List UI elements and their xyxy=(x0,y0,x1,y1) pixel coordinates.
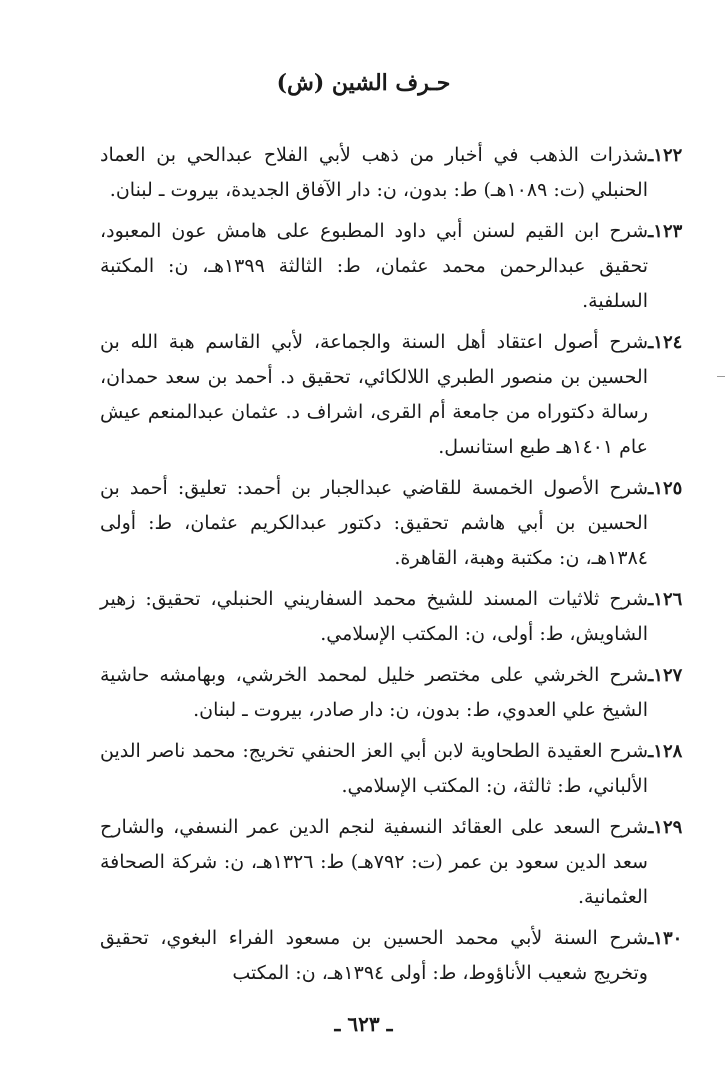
entry-text: شرح الخرشي على مختصر خليل لمحمد الخرشي، وبهامشه حاشية الشيخ علي العدوي، ط: بدون، ن: دار صادر، بيروت ـ لبنان. xyxy=(100,664,648,721)
bibliography-entry-122 xyxy=(100,138,683,208)
entry-number: ١٢٤ـ xyxy=(648,332,683,353)
bibliography-entry-128 xyxy=(100,734,683,804)
entry-text: شرح السعد على العقائد النسفية لنجم الدين عمر النسفي، والشارح سعد الدين سعود بن عمر (ت: ٧٩٢هـ) ط: ١٣٢٦هـ، ن: شركة الصحافة العثمانية. xyxy=(100,816,648,908)
bibliography-entry-129 xyxy=(100,810,683,915)
page-number: ـ ٦٢٣ ـ xyxy=(334,1012,393,1036)
entry-number: ١٢٧ـ xyxy=(648,665,683,686)
entry-number: ١٣٠ـ xyxy=(648,928,683,949)
entry-number: ١٢٨ـ xyxy=(648,741,683,762)
entry-text: شرح الأصول الخمسة للقاضي عبدالجبار بن أحمد: تعليق: أحمد بن الحسين بن أبي هاشم تحقيق: دكتور عبدالكريم عثمان، ط: أولى ١٣٨٤هـ، ن: مكتبة وهبة، القاهرة. xyxy=(100,477,648,569)
section-heading: حـرف الشين (ش) xyxy=(276,70,451,96)
entry-number: ١٢٩ـ xyxy=(648,817,683,838)
entry-text: شرح العقيدة الطحاوية لابن أبي العز الحنفي تخريج: محمد ناصر الدين الألباني، ط: ثالثة، ن: المكتب الإسلامي. xyxy=(100,740,648,797)
margin-mark xyxy=(717,376,725,377)
bibliography-entry-124 xyxy=(100,325,683,465)
bibliography-entry-127 xyxy=(100,658,683,728)
bibliography-entry-123 xyxy=(100,214,683,319)
entry-text: شرح ابن القيم لسنن أبي داود المطبوع على هامش عون المعبود، تحقيق عبدالرحمن محمد عثمان، ط: الثالثة ١٣٩٩هـ، ن: المكتبة السلفية. xyxy=(100,220,648,312)
bibliography-entry-125 xyxy=(100,471,683,576)
entry-number: ١٢٦ـ xyxy=(648,589,683,610)
entry-number: ١٢٢ـ xyxy=(648,145,683,166)
entry-text: شرح السنة لأبي محمد الحسين بن مسعود الفراء البغوي، تحقيق وتخريج شعيب الأناؤوط، ط: أولى ١٣٩٤هـ، ن: المكتب xyxy=(100,927,648,984)
entry-text: شرح ثلاثيات المسند للشيخ محمد السفاريني الحنبلي، تحقيق: زهير الشاويش، ط: أولى، ن: المكتب الإسلامي. xyxy=(100,588,648,645)
bibliography-entry-130 xyxy=(100,921,683,991)
bibliography-list xyxy=(100,138,683,997)
bibliography-entry-126 xyxy=(100,582,683,652)
entry-text: شرح أصول اعتقاد أهل السنة والجماعة، لأبي القاسم هبة الله بن الحسين بن منصور الطبري اللالكائي، تحقيق د. أحمد بن سعد حمدان، رسالة دكتوراه من جامعة أم القرى، اشراف د. عثمان عبدالمنعم عيش عام ١٤٠١هـ طبع استانسل. xyxy=(100,331,648,458)
entry-number: ١٢٥ـ xyxy=(648,478,683,499)
entry-number: ١٢٣ـ xyxy=(648,221,683,242)
entry-text: شذرات الذهب في أخبار من ذهب لأبي الفلاح عبدالحي بن العماد الحنبلي (ت: ١٠٨٩هـ) ط: بدون، ن: دار الآفاق الجديدة، بيروت ـ لبنان. xyxy=(100,144,648,201)
